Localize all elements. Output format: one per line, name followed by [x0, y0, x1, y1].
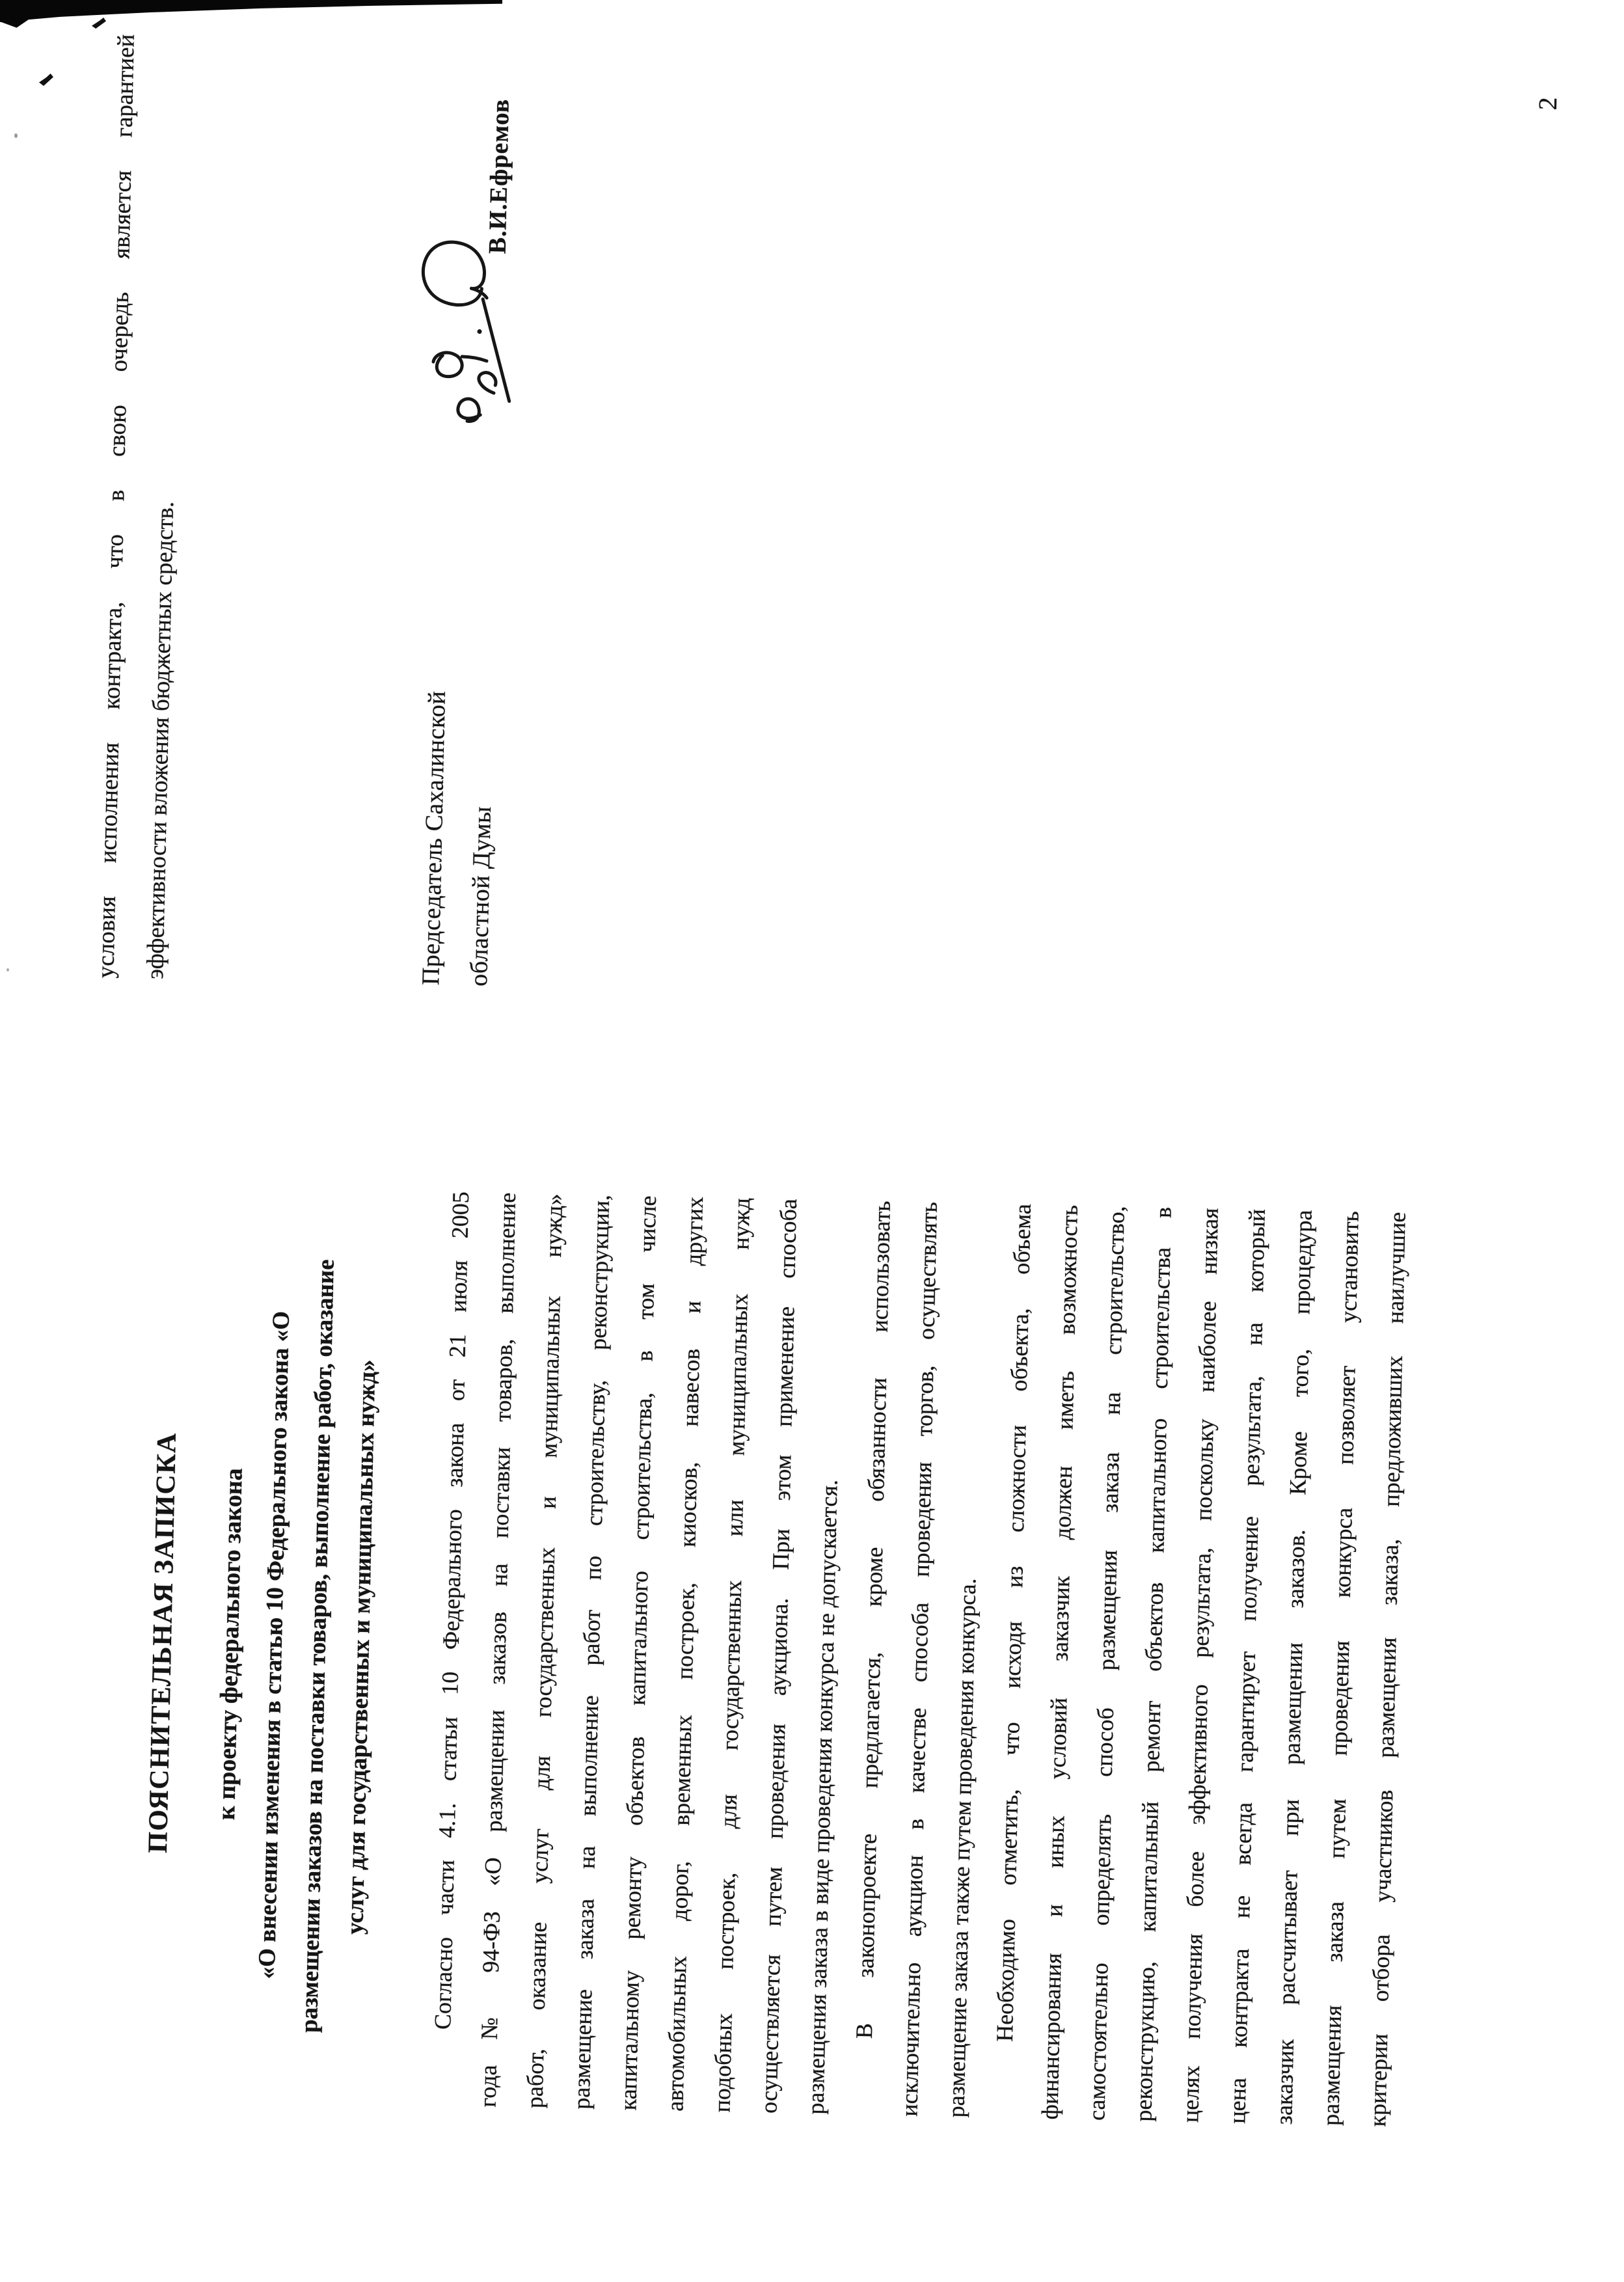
- text-line: заказчик рассчитывает при размещении заказов. Кроме того, процедура: [1271, 1210, 1317, 2125]
- text-line: критерии отбора участников размещения заказа, предложивших наилучшие: [1364, 1212, 1411, 2127]
- text-line: размещение заказа на выполнение работ по строительству, реконструкции,: [568, 1194, 615, 2110]
- text-line: размещения заказа в виде проведения конкурса не допускается.: [802, 1479, 843, 2115]
- text-line: Необходимо отметить, что исходя из сложности объекта, объема: [991, 1203, 1036, 2043]
- paper-speck: [7, 968, 9, 971]
- text-line: финансирования и иных условий заказчик должен иметь возможность: [1036, 1204, 1083, 2120]
- text-line: осуществляется путем проведения аукциона. При этом применение способа: [755, 1198, 802, 2114]
- body-text: [418, 1191, 1421, 2127]
- text-line: автомобильных дорог, временных построек, киосков, навесов и других: [662, 1196, 709, 2112]
- signature-name: В.И.Ефремов: [483, 98, 515, 254]
- title-line: «О внесении изменения в статью 10 Федерального закона «О: [253, 1311, 295, 1979]
- paragraph: [418, 1191, 859, 2115]
- text-line: года № 94-ФЗ «О размещении заказов на поставки товаров, выполнение: [474, 1192, 521, 2108]
- title-line: услуг для государственных и муниципальных нужд»: [342, 1359, 381, 1935]
- paragraph: [839, 1201, 999, 2118]
- text-line: исключительно аукцион в качестве способа проведения торгов, осуществлять: [896, 1201, 942, 2117]
- page-number: 2: [1532, 96, 1563, 111]
- paper-speck: [14, 133, 18, 138]
- text-line: цена контракта не всегда гарантирует получение результата, на который: [1224, 1208, 1270, 2125]
- document-page-end: [81, 34, 1598, 1011]
- signature-role-line: Председатель Сахалинской: [417, 690, 451, 986]
- signature-role-line: областной Думы: [465, 806, 497, 987]
- document-title: ПОЯСНИТЕЛЬНАЯ ЗАПИСКА: [142, 1432, 182, 1854]
- title-block: [199, 1186, 394, 2105]
- paragraph: [979, 1203, 1421, 2127]
- document-page-start: [128, 1185, 1421, 2127]
- title-line: размещении заказов на поставки товаров, выполнение работ, оказание: [295, 1258, 340, 2033]
- text-line: подобных построек, для государственных или муниципальных нужд: [709, 1197, 755, 2113]
- text-line: В законопроекте предлагается, кроме обязанности использовать: [850, 1200, 896, 2039]
- continuation-line: условия исполнения контракта, что в свою очередь является гарантией: [92, 34, 140, 979]
- text-line: работ, оказание услуг для государственных и муниципальных нужд»: [521, 1193, 568, 2109]
- text-line: размещения заказа путем проведения конкурса позволяет установить: [1318, 1210, 1364, 2126]
- title-line: к проекту федерального закона: [213, 1467, 248, 1821]
- text-line: размещение заказа также путем проведения конкурса.: [943, 1577, 981, 2118]
- text-line: самостоятельно определять способ размещения заказа на строительство,: [1083, 1205, 1130, 2121]
- continuation-line: эффективности вложения бюджетных средств.: [142, 501, 180, 980]
- signature-block: [407, 690, 509, 987]
- text-line: целях получения более эффективного результата, поскольку наиболее низкая: [1177, 1207, 1223, 2123]
- text-line: Согласно части 4.1. статьи 10 Федерального закона от 21 июля 2005: [429, 1191, 474, 2030]
- text-line: реконструкцию, капитальный ремонт объектов капитального строительства в: [1130, 1206, 1176, 2122]
- text-line: капитальному ремонту объектов капитального строительства, в том числе: [615, 1195, 662, 2111]
